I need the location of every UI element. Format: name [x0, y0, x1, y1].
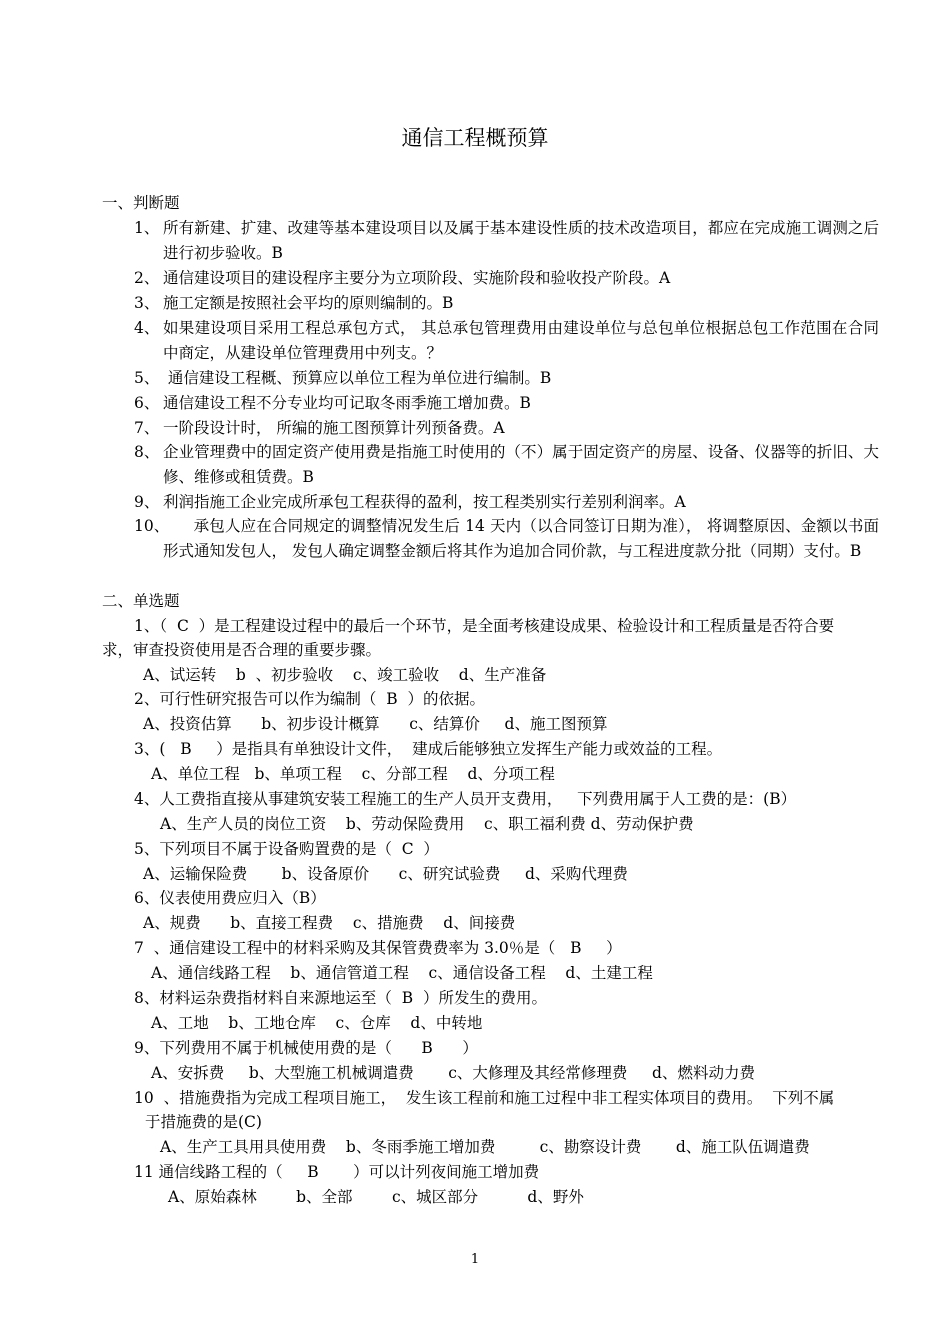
- item-number: 9、: [134, 493, 160, 511]
- judgment-item: [134, 291, 879, 316]
- question-text: 1、（ C ）是工程建设过程中的最后一个环节，是全面考核建设成果、检验设计和工程质量是否符合要: [134, 617, 835, 635]
- item-number: 5、: [134, 369, 160, 387]
- judgment-item: [134, 216, 879, 265]
- question-text: 3、( B ）是指具有单独设计文件， 建成后能够独立发挥生产能力或效益的工程。: [134, 740, 723, 758]
- item-text: 如果建设项目采用工程总承包方式， 其总承包管理费用由建设单位与总包单位根据总包工作范围在合同中商定，从建设单位管理费用中列支。？: [163, 319, 879, 362]
- item-text: 企业管理费中的固定资产使用费是指施工时使用的（不）属于固定资产的房屋、设备、仪器等的折旧、大修、维修或租赁费。B: [163, 443, 879, 486]
- judgment-item: [134, 440, 879, 489]
- item-number: 3、: [134, 294, 160, 312]
- question-options: A、规费 b、直接工程费 c、措施费 d、间接费: [143, 914, 516, 932]
- question-text: 6、仪表使用费应归入（B）: [134, 889, 326, 907]
- question-text: 10 、措施费指为完成工程项目施工， 发生该工程前和施工过程中非工程实体项目的费用。 下列不属: [134, 1089, 835, 1107]
- question-options: A、生产人员的岗位工资 b、劳动保险费用 c、职工福利费 d、劳动保护费: [160, 815, 694, 833]
- question-text: 2、可行性研究报告可以作为编制（ B ）的依据。: [134, 690, 485, 708]
- item-text: 承包人应在合同规定的调整情况发生后 14 天内（以合同签订日期为准）， 将调整原因、金额以书面形式通知发包人， 发包人确定调整金额后将其作为追加合同价款，与工程进度款分批（同期）支付。B: [163, 517, 879, 560]
- question-options: A、原始森林 b、全部 c、城区部分 d、野外: [168, 1188, 584, 1206]
- question-options: A、工地 b、工地仓库 c、仓库 d、中转地: [151, 1014, 483, 1032]
- item-text: 通信建设工程概、预算应以单位工程为单位进行编制。B: [163, 369, 552, 387]
- question-text-continued: 求，审查投资使用是否合理的重要步骤。: [102, 641, 382, 659]
- judgment-item: [134, 490, 879, 515]
- item-number: 4、: [134, 319, 160, 337]
- question-options: A、安拆费 b、大型施工机械调遣费 c、大修理及其经常修理费 d、燃料动力费: [151, 1064, 755, 1082]
- page-number: 1: [470, 1252, 480, 1267]
- question-options: A、试运转 b 、初步验收 c、竣工验收 d、生产准备: [143, 666, 547, 684]
- item-text: 通信建设项目的建设程序主要分为立项阶段、实施阶段和验收投产阶段。A: [163, 269, 671, 287]
- item-number: 6、: [134, 394, 160, 412]
- section-heading-single-choice: 二、单选题: [102, 592, 180, 610]
- question-text: 9、下列费用不属于机械使用费的是（ B ）: [134, 1039, 478, 1057]
- question-options: A、投资估算 b、初步设计概算 c、结算价 d、施工图预算: [143, 715, 608, 733]
- question-text: 4、人工费指直接从事建筑安装工程施工的生产人员开支费用， 下列费用属于人工费的是：(B）: [134, 790, 797, 808]
- item-text: 一阶段设计时， 所编的施工图预算计列预备费。A: [163, 419, 505, 437]
- item-text: 利润指施工企业完成所承包工程获得的盈利，按工程类别实行差别利润率。A: [163, 493, 686, 511]
- item-text: 施工定额是按照社会平均的原则编制的。B: [163, 294, 454, 312]
- question-text-continued: 于措施费的是(C): [145, 1113, 262, 1131]
- judgment-item: [134, 366, 879, 391]
- judgment-item: [134, 316, 879, 365]
- question-text: 11 通信线路工程的（ B ）可以计列夜间施工增加费: [134, 1163, 540, 1181]
- judgment-item: [134, 514, 879, 563]
- question-options: A、通信线路工程 b、通信管道工程 c、通信设备工程 d、土建工程: [151, 964, 653, 982]
- question-options: A、运输保险费 b、设备原价 c、研究试验费 d、采购代理费: [143, 865, 628, 883]
- question-text: 5、下列项目不属于设备购置费的是（ C ）: [134, 840, 439, 858]
- item-number: 7、: [134, 419, 160, 437]
- judgment-item: [134, 266, 879, 291]
- judgment-item: [134, 391, 879, 416]
- question-text: 7 、通信建设工程中的材料采购及其保管费费率为 3.0％是（ B ）: [134, 939, 622, 957]
- item-number: 2、: [134, 269, 160, 287]
- item-number: 8、: [134, 443, 160, 461]
- question-options: A、生产工具用具使用费 b、冬雨季施工增加费 c、勘察设计费 d、施工队伍调遣费: [160, 1138, 810, 1156]
- item-number: 1、: [134, 219, 160, 237]
- judgment-item: [134, 416, 879, 441]
- item-text: 通信建设工程不分专业均可记取冬雨季施工增加费。B: [163, 394, 531, 412]
- question-text: 8、材料运杂费指材料自来源地运至（ B ）所发生的费用。: [134, 989, 547, 1007]
- item-number: 10、: [134, 517, 170, 535]
- section-heading-judgment: 一、判断题: [102, 194, 180, 212]
- page-title: 通信工程概预算: [401, 126, 549, 150]
- item-text: 所有新建、扩建、改建等基本建设项目以及属于基本建设性质的技术改造项目，都应在完成施工调测之后进行初步验收。B: [163, 219, 879, 262]
- question-options: A、单位工程 b、单项工程 c、分部工程 d、分项工程: [151, 765, 555, 783]
